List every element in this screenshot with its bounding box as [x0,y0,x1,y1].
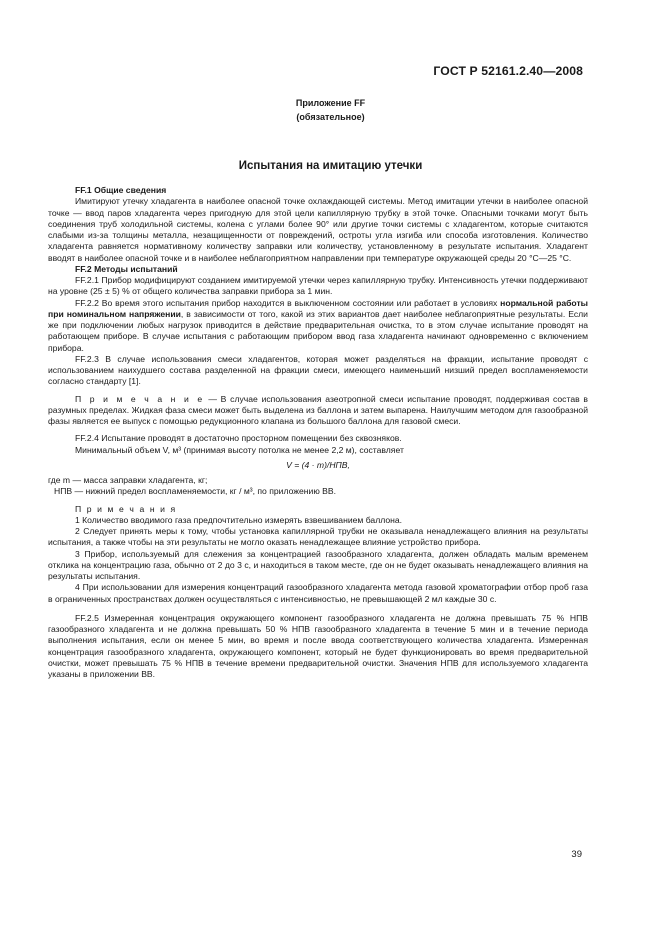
page-number: 39 [571,849,582,860]
note-paragraph [48,394,588,428]
note-item-2: 2 Следует принять меры к тому, чтобы установка капиллярной трубки не оказывала ненадлежащего влияния на результаты испытания, а также чтобы на эти результаты не могло оказать ненадлежащее влияние устройство прибора. [48,526,588,548]
ff23-paragraph: FF.2.3 В случае использования смеси хладагентов, которая может разделяться на фракции, испытание проводят с использованием наихудшего состава разделенной на фракции смеси, имеющего наименьший низший предел воспламеняемости согласно стандарту [1]. [48,353,588,387]
ff1-heading: FF.1 Общие сведения [75,185,167,195]
document-body [48,185,588,680]
note-item-1: 1 Количество вводимого газа предпочтительно измерять взвешиванием баллона. [75,514,403,525]
appendix-heading [0,96,661,124]
appendix-status: (обязательное) [296,112,365,122]
ff2-heading: FF.2 Методы испытаний [75,263,178,274]
ff1-paragraph: Имитируют утечку хладагента в наиболее опасной точке охлаждающей системы. Метод имитации утечки в наиболее опасной точке — ввод паров хладагента через пригодную для этой цели капиллярную трубку в этой точке. Опасными точками могут быть соединения труб холодильной системы, колена с углами более 90° или другие точки системы с хладагентом, которые считаются слабыми из-за толщины металла, незащищенности от повреждений, остроты угла изгиба или способа изготовления. Количество хладагента равняется нормативному количеству заправки или количеству, установленному в результате испытания. Хладагент вводят в наиболее опасной точке и в наиболее неблагоприятном направлении при температуре окружающей среды 20 °С—25 °С. [48,196,588,263]
ff25-paragraph: FF.2.5 Измеренная концентрация окружающего компонент газообразного хладагента не должна превышать 75 % НПВ газообразного хладагента и не должна превышать 50 % НПВ газообразного хладагента в течение 5 мин и в течение периода выполнения испытания, если он менее 5 мин, во время и после ввода соответствующего количества хладагента. Измеренная концентрация газообразного хладагента, окружающего компонент, который не будет функционировать во время предварительной очистки, может превышать 75 % НПВ в течение времени предварительной очистки. Значения НПВ для используемого хладагента указаны в приложении ВВ. [48,612,588,679]
where-m: где m — масса заправки хладагента, кг; [48,475,208,485]
section-title: Испытания на имитацию утечки [238,160,423,172]
appendix-title: Приложение FF [295,98,366,108]
ff24-paragraph: FF.2.4 Испытание проводят в достаточно просторном помещении без сквозняков. [75,433,402,444]
notes-label: П р и м е ч а н и я [75,503,177,514]
note-text: — В случае использования азеотропной смеси испытание проводят, поддерживая состав в разумных пределах. Жидкая фаза смеси может быть выделена из баллона и затем выпарена. Наилучшим методом для газообразной фазы является ее выпуск с помощью редукционного клапана из большого баллона для газовой смеси. [48,393,588,426]
formula: V = (4 · m)/НПВ, [286,459,350,470]
where-npv: НПВ — нижний предел воспламеняемости, кг / м³, по приложению ВВ. [54,486,337,497]
ff22-text-c: , в зависимости от того, какой из этих вариантов дает наиболее неблагоприятные результаты. Если же при подключении любых нагрузок приводится в действие предварительная очистка, то в этом случае испытание проводят на работающем приборе. В случае испытания с работающим прибором ввод газа хладагента начинают одновременно с включением прибора. [48,308,588,353]
note-label: П р и м е ч а н и е [75,393,205,404]
ff22-text-a: FF.2.2 Во время этого испытания прибор находится в выключенном состоянии или работает в условиях [75,297,501,308]
ff24-min-volume: Минимальный объем V, м³ (принимая высоту потолка не менее 2,2 м), составляет [75,444,404,455]
ff22-paragraph [48,298,588,354]
note-item-3: 3 Прибор, используемый для слежения за концентрацией газообразного хладагента, должен обладать малым временем отклика на концентрацию газа, обычно от 2 до 3 с, и находиться в таком месте, где он не будет оказывать ненадлежащего влияния на результаты испытания. [48,548,588,581]
standard-header: ГОСТ Р 52161.2.40—2008 [433,64,583,78]
ff21-paragraph: FF.2.1 Прибор модифицируют созданием имитируемой утечки через капиллярную трубку. Интенсивность утечки поддерживают на уровне (25 ± 5) % от общего количества заправки прибора за 1 мин. [48,275,588,297]
note-item-4: 4 При использовании для измерения концентраций газообразного хладагента метода газовой хроматографии отбор проб газа в ограниченных пространствах должен осуществляться с интенсивностью, не превышающей 2 мл каждые 30 с. [48,582,588,604]
ff22-text-bold: нормальной работы при номинальном напряжении [48,297,589,319]
